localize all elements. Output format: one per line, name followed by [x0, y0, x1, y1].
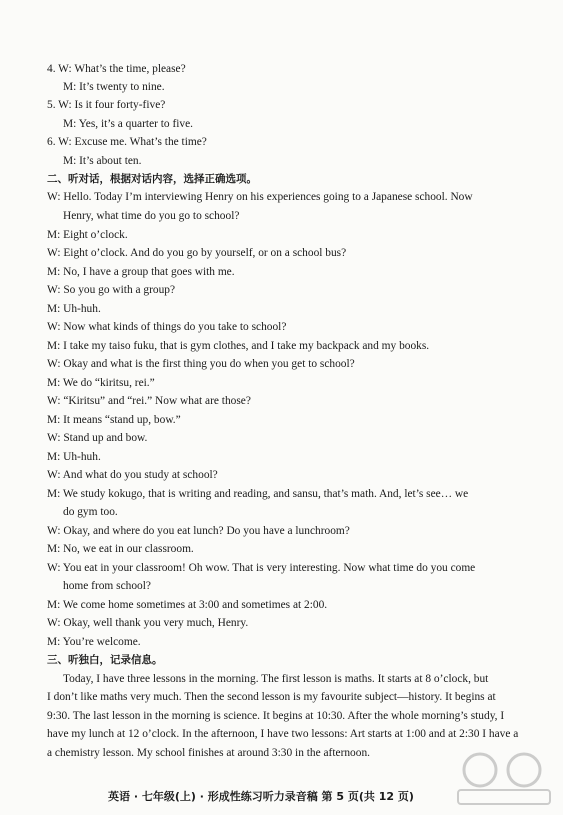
dialogue-line: M: Uh-huh.	[47, 451, 101, 463]
dialogue-line: M: It’s about ten.	[63, 155, 142, 167]
dialogue-line: Henry, what time do you go to school?	[63, 210, 240, 222]
dialogue-line: M: Eight o’clock.	[47, 229, 128, 241]
dialogue-line: W: Okay and what is the first thing you do when you get to school?	[47, 358, 355, 370]
watermark-logo-icon	[452, 748, 556, 808]
monologue-line: Today, I have three lessons in the morning. The first lesson is maths. It starts at 8 o’clock, but	[63, 673, 489, 685]
dialogue-line: W: Eight o’clock. And do you go by yourself, or on a school bus?	[47, 247, 347, 259]
dialogue-line: M: You’re welcome.	[47, 636, 141, 648]
dialogue-line: M: No, we eat in our classroom.	[47, 543, 194, 555]
dialogue-line: W: Stand up and bow.	[47, 432, 148, 444]
dialogue-line: W: Okay, well thank you very much, Henry.	[47, 617, 249, 629]
dialogue-line: 5. W: Is it four forty-five?	[47, 99, 166, 111]
dialogue-line: 6. W: Excuse me. What’s the time?	[47, 136, 207, 148]
dialogue-line: W: Hello. Today I’m interviewing Henry on his experiences going to a Japanese school. Now	[47, 191, 473, 203]
dialogue-line: W: You eat in your classroom! Oh wow. That is very interesting. Now what time do you come	[47, 562, 476, 574]
dialogue-line: M: It’s twenty to nine.	[63, 81, 165, 93]
monologue-line: I don’t like maths very much. Then the second lesson is my favourite subject—history. It begins at	[47, 691, 496, 703]
footer-text: 英语 · 七年级(上) · 形成性练习听力录音稿 第 5 页(共 12 页)	[108, 790, 414, 803]
dialogue-line: W: Now what kinds of things do you take to school?	[47, 321, 287, 333]
dialogue-line: W: “Kiritsu” and “rei.” Now what are those?	[47, 395, 251, 407]
dialogue-line: M: We do “kiritsu, rei.”	[47, 377, 155, 389]
dialogue-line: M: No, I have a group that goes with me.	[47, 266, 235, 278]
dialogue-line: home from school?	[63, 580, 151, 592]
dialogue-line: M: We study kokugo, that is writing and reading, and sansu, that’s math. And, let’s see… we	[47, 488, 469, 500]
dialogue-line: 4. W: What’s the time, please?	[47, 63, 186, 75]
dialogue-line: W: So you go with a group?	[47, 284, 176, 296]
section-heading: 二、听对话，根据对话内容，选择正确选项。	[47, 173, 257, 185]
dialogue-line: do gym too.	[63, 506, 118, 518]
dialogue-line: M: We come home sometimes at 3:00 and sometimes at 2:00.	[47, 599, 328, 611]
monologue-line: 9:30. The last lesson in the morning is science. It begins at 10:30. After the whole morning’s study, I	[47, 710, 505, 722]
dialogue-line: W: Okay, and where do you eat lunch? Do you have a lunchroom?	[47, 525, 350, 537]
dialogue-line: M: I take my taiso fuku, that is gym clothes, and I take my backpack and my books.	[47, 340, 430, 352]
section-heading: 三、听独白，记录信息。	[47, 654, 163, 666]
dialogue-line: W: And what do you study at school?	[47, 469, 218, 481]
dialogue-line: M: Uh-huh.	[47, 303, 101, 315]
monologue-line: have my lunch at 12 o’clock. In the afternoon, I have two lessons: Art starts at 1:00 and at 2:30 I have a	[47, 728, 519, 740]
dialogue-line: M: Yes, it’s a quarter to five.	[63, 118, 194, 130]
monologue-line: a chemistry lesson. My school finishes at around 3:30 in the afternoon.	[47, 747, 370, 759]
dialogue-line: M: It means “stand up, bow.”	[47, 414, 181, 426]
